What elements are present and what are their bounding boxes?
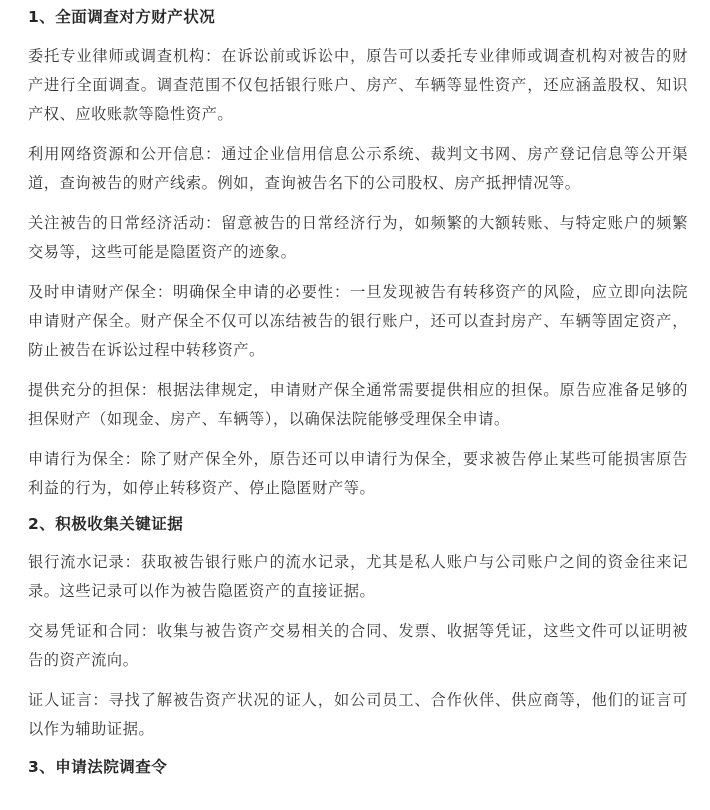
section-heading-1: 1、全面调查对方财产状况 xyxy=(28,8,216,26)
paragraph-entrust-investigation: 委托专业律师或调查机构：在诉讼前或诉讼中，原告可以委托专业律师或调查机构对被告的财产进行全面调查。调查范围不仅包括银行账户、房产、车辆等显性资产，还应涵盖股权、知识产权、应收账款等隐性资产。 xyxy=(28,47,688,123)
paragraph-bank-records: 银行流水记录：获取被告银行账户的流水记录，尤其是私人账户与公司账户之间的资金往来记录。这些记录可以作为被告隐匿资产的直接证据。 xyxy=(28,553,688,600)
paragraph-transaction-vouchers: 交易凭证和合同：收集与被告资产交易相关的合同、发票、收据等凭证，这些文件可以证明被告的资产流向。 xyxy=(28,622,688,669)
section-heading-2: 2、积极收集关键证据 xyxy=(28,515,184,533)
section-heading-3: 3、申请法院调查令 xyxy=(28,758,168,776)
paragraph-behavior-preservation: 申请行为保全：除了财产保全外，原告还可以申请行为保全，要求被告停止某些可能损害原告利益的行为，如停止转移资产、停止隐匿财产等。 xyxy=(28,450,688,497)
paragraph-witness-testimony: 证人证言：寻找了解被告资产状况的证人，如公司员工、合作伙伴、供应商等，他们的证言可以作为辅助证据。 xyxy=(28,691,688,738)
paragraph-property-preservation: 及时申请财产保全：明确保全申请的必要性：一旦发现被告有转移资产的风险，应立即向法院申请财产保全。财产保全不仅可以冻结被告的银行账户，还可以查封房产、车辆等固定资产，防止被告在诉讼过程中转移资产。 xyxy=(28,283,688,359)
paragraph-guarantee: 提供充分的担保：根据法律规定，申请财产保全通常需要提供相应的担保。原告应准备足够的担保财产（如现金、房产、车辆等），以确保法院能够受理保全申请。 xyxy=(28,381,688,428)
paragraph-public-information: 利用网络资源和公开信息：通过企业信用信息公示系统、裁判文书网、房产登记信息等公开渠道，查询被告的财产线索。例如，查询被告名下的公司股权、房产抵押情况等。 xyxy=(28,145,688,192)
paragraph-economic-activity: 关注被告的日常经济活动：留意被告的日常经济行为，如频繁的大额转账、与特定账户的频繁交易等，这些可能是隐匿资产的迹象。 xyxy=(28,214,688,261)
